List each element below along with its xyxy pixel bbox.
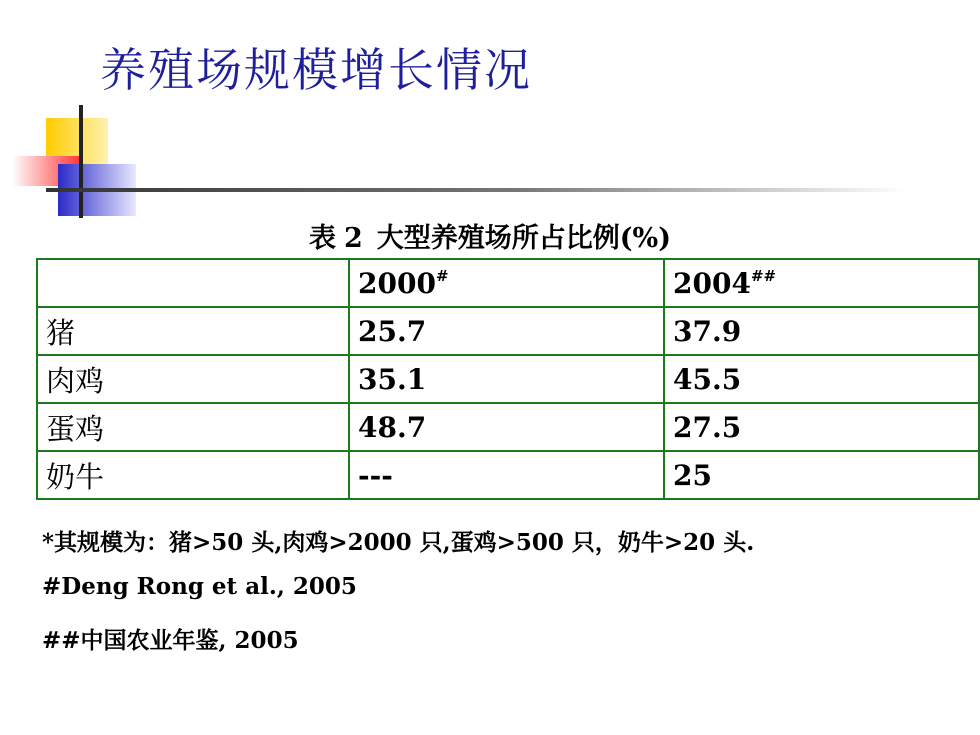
cell-2000: 48.7 bbox=[349, 403, 664, 451]
row-label: 猪 bbox=[37, 307, 349, 355]
header-2004-mark: ## bbox=[750, 266, 777, 285]
table-row bbox=[37, 307, 979, 355]
source-footnote-2: ##中国农业年鉴, 2005 bbox=[42, 627, 299, 654]
row-label: 奶牛 bbox=[37, 451, 349, 499]
table-caption bbox=[0, 216, 980, 255]
vertical-rule bbox=[79, 105, 83, 218]
proportion-table bbox=[36, 258, 980, 500]
header-2000 bbox=[349, 259, 664, 307]
cell-2004: 37.9 bbox=[664, 307, 979, 355]
cell-2004: 25 bbox=[664, 451, 979, 499]
header-2000-label: 2000 bbox=[358, 266, 436, 300]
horizontal-rule bbox=[46, 188, 906, 192]
table-row bbox=[37, 355, 979, 403]
row-label: 肉鸡 bbox=[37, 355, 349, 403]
row-label: 蛋鸡 bbox=[37, 403, 349, 451]
source-footnote-1: #Deng Rong et al., 2005 bbox=[42, 573, 357, 600]
caption-text: 大型养殖场所占比例(%) bbox=[376, 223, 671, 254]
cell-2000: 25.7 bbox=[349, 307, 664, 355]
header-empty-cell bbox=[37, 259, 349, 307]
header-2000-mark: # bbox=[435, 266, 449, 285]
table-row bbox=[37, 451, 979, 499]
cell-2000: --- bbox=[349, 451, 664, 499]
header-2004 bbox=[664, 259, 979, 307]
cell-2004: 45.5 bbox=[664, 355, 979, 403]
cell-2000: 35.1 bbox=[349, 355, 664, 403]
table-header-row bbox=[37, 259, 979, 307]
caption-number: 2 bbox=[343, 223, 363, 254]
table-row bbox=[37, 403, 979, 451]
page-title: 养殖场规模增长情况 bbox=[100, 43, 532, 97]
header-2004-label: 2004 bbox=[673, 266, 751, 300]
cell-2004: 27.5 bbox=[664, 403, 979, 451]
caption-prefix: 表 bbox=[308, 223, 336, 254]
scale-footnote: *其规模为：猪>50 头,肉鸡>2000 只,蛋鸡>500 只，奶牛>20 头. bbox=[42, 529, 755, 556]
